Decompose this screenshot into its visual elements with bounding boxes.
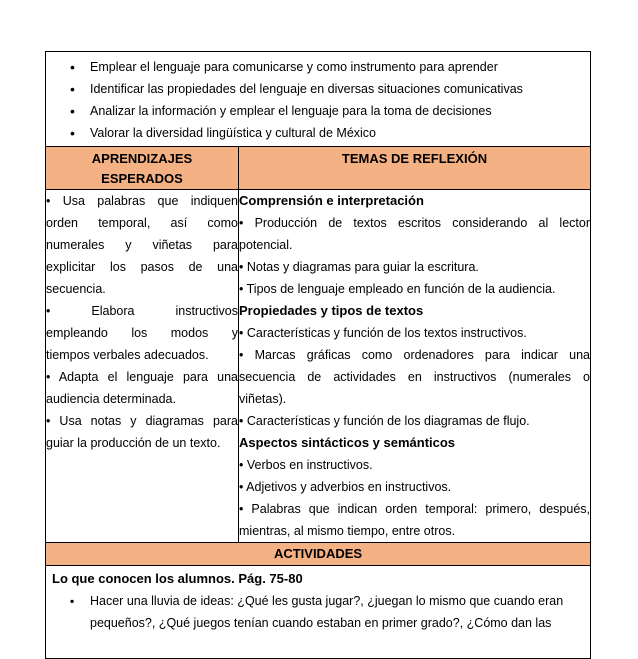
goals-list — [54, 56, 582, 144]
activity-item: ▪ Hacer una lluvia de ideas: ¿Qué les gusta jugar?, ¿juegan lo mismo que cuando eran pequeños?, ¿Qué juegos tenían cuando estaban en primer grado?, ¿Cómo dan las — [90, 590, 584, 634]
header-temas — [239, 147, 591, 190]
tema-line: • Características y función de los diagramas de flujo. — [239, 414, 530, 428]
activities-row — [46, 566, 591, 659]
goals-cell — [46, 52, 591, 147]
tema-line: • Palabras que indican orden temporal: primero, después, — [239, 502, 590, 516]
header-aprendizajes-line1: APRENDIZAJES — [91, 151, 193, 166]
aprendizajes-cell — [46, 190, 239, 543]
header-temas-label: TEMAS DE REFLEXIÓN — [341, 151, 488, 166]
goal-item: • Analizar la información y emplear el lenguaje para la toma de decisiones — [90, 100, 582, 122]
tema-line: • Marcas gráficas como ordenadores para indicar una — [239, 348, 590, 362]
tema-line: • Notas y diagramas para guiar la escritura. — [239, 260, 479, 274]
aprendizaje-line: • Usa palabras que indiquen — [46, 194, 238, 208]
tema-heading: Aspectos sintácticos y semánticos — [239, 435, 456, 450]
tema-heading: Comprensión e interpretación — [239, 193, 424, 208]
aprendizaje-line: audiencia determinada. — [46, 392, 176, 406]
tema-line: viñetas). — [239, 392, 287, 406]
aprendizaje-line: tiempos verbales adecuados. — [46, 348, 209, 362]
document-page — [45, 51, 590, 659]
aprendizaje-line: • Elabora instructivos — [46, 304, 238, 318]
tema-heading: Propiedades y tipos de textos — [239, 303, 424, 318]
aprendizaje-line: orden temporal, así como — [46, 216, 238, 230]
tema-line: potencial. — [239, 238, 293, 252]
temas-cell — [239, 190, 591, 543]
activities-cell — [46, 566, 591, 659]
aprendizaje-line: numerales y viñetas para — [46, 238, 238, 252]
tema-line: • Tipos de lenguaje empleado en función de la audiencia. — [239, 282, 556, 296]
tema-line: • Características y función de los textos instructivos. — [239, 326, 527, 340]
header-aprendizajes — [46, 147, 239, 190]
tema-line: • Producción de textos escritos considerando al lector — [239, 216, 590, 230]
tema-line: mientras, al mismo tiempo, entre otros. — [239, 524, 456, 538]
tema-line: • Adjetivos y adverbios en instructivos. — [239, 480, 452, 494]
planning-table — [45, 51, 591, 659]
goal-item: • Valorar la diversidad lingüística y cultural de México — [90, 122, 582, 144]
header-aprendizajes-line2: ESPERADOS — [101, 171, 183, 186]
tema-line: • Verbos en instructivos. — [239, 458, 373, 472]
content-row — [46, 190, 591, 543]
aprendizaje-line: • Adapta el lenguaje para una — [46, 370, 238, 384]
aprendizaje-line: secuencia. — [46, 282, 106, 296]
aprendizaje-line: guiar la producción de un texto. — [46, 436, 221, 450]
goal-item: • Emplear el lenguaje para comunicarse y como instrumento para aprender — [90, 56, 582, 78]
activities-title: Lo que conocen los alumnos. Pág. 75-80 — [52, 571, 303, 586]
goals-row — [46, 52, 591, 147]
aprendizaje-line: • Usa notas y diagramas para — [46, 414, 238, 428]
activities-header-row — [46, 543, 591, 566]
aprendizaje-line: explicitar los pasos de una — [46, 260, 238, 274]
header-row — [46, 147, 591, 190]
activities-header: ACTIVIDADES — [46, 543, 591, 566]
tema-line: secuencia de actividades en instructivos (numerales o — [239, 370, 590, 384]
goal-item: • Identificar las propiedades del lenguaje en diversas situaciones comunicativas — [90, 78, 582, 100]
aprendizaje-line: empleando los modos y — [46, 326, 238, 340]
activities-list — [52, 590, 584, 634]
